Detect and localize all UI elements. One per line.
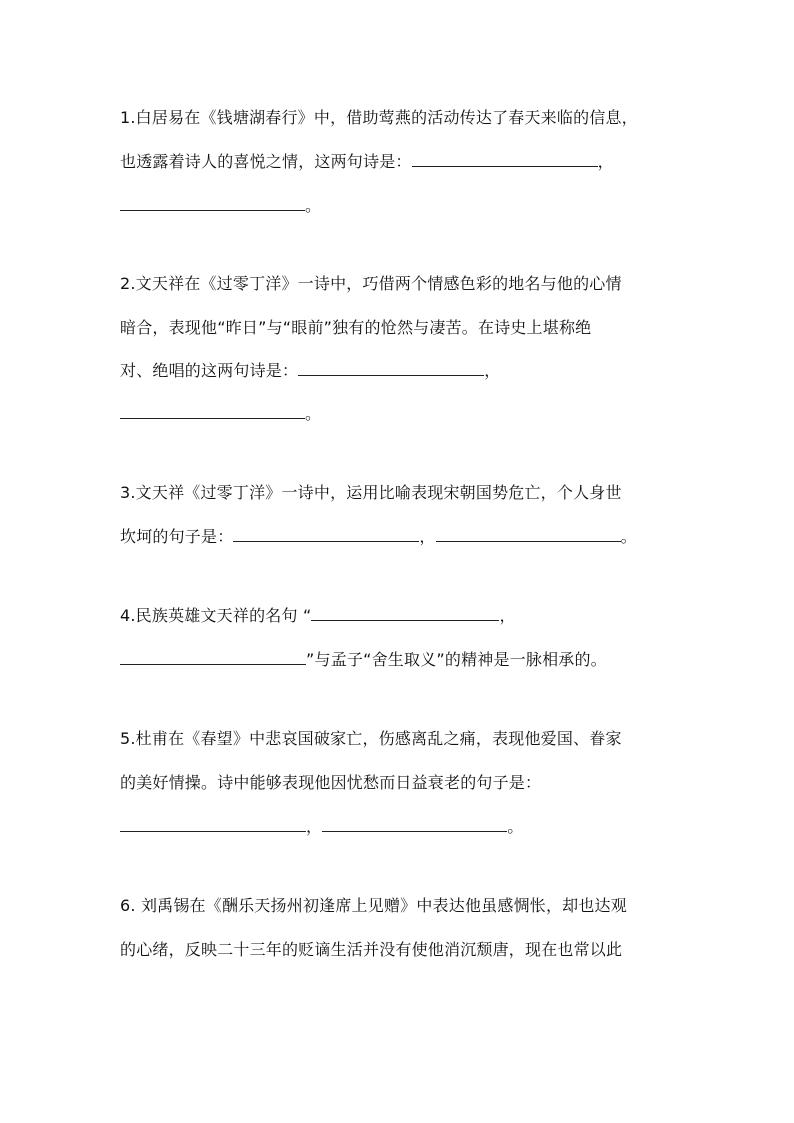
q3-comma: ， <box>419 527 436 546</box>
q5-comma: ， <box>306 817 323 836</box>
q5-text-1: 杜甫在《春望》中悲哀国破家亡，伤感离乱之痛，表现他爱国、眷家 <box>135 729 622 748</box>
q5-text-2: 的美好情操。诗中能够表现他因忧愁而日益衰老的句子是： <box>120 773 542 792</box>
q4-line-1 <box>120 606 516 626</box>
q1-period: 。 <box>305 196 322 215</box>
q4-text-1: 民族英雄文天祥的名句 “ <box>135 606 312 625</box>
q4-blank-2[interactable] <box>120 650 306 665</box>
q4-number: 4. <box>120 606 136 625</box>
q2-line-4 <box>120 404 321 424</box>
q6-line-2 <box>120 940 622 960</box>
q4-text-2: ”与孟子“舍生取义”的精神是一脉相承的。 <box>306 650 607 669</box>
q5-line-3 <box>120 817 523 837</box>
q2-line-3 <box>120 361 500 381</box>
q2-blank-2[interactable] <box>120 404 305 419</box>
q3-line-2 <box>120 527 637 547</box>
q2-comma: ， <box>484 361 501 380</box>
q2-number: 2. <box>120 274 136 293</box>
q1-line-2 <box>120 152 614 172</box>
q3-period: 。 <box>620 527 637 546</box>
q3-blank-2[interactable] <box>436 527 621 542</box>
q1-blank-1[interactable] <box>412 152 598 167</box>
q6-text-1: 刘禹锡在《酬乐天扬州初逢席上见赠》中表达他虽感惆怅，却也达观 <box>135 896 627 915</box>
q5-period: 。 <box>507 817 524 836</box>
q4-line-2 <box>120 650 607 670</box>
q6-number: 6. <box>120 896 136 915</box>
q1-line-1 <box>120 108 638 128</box>
q3-line-1 <box>120 483 622 503</box>
q1-line-3 <box>120 196 321 216</box>
q2-line-2 <box>120 318 591 338</box>
q1-number: 1. <box>120 108 136 127</box>
q1-comma: ， <box>597 152 614 171</box>
q6-text-2: 的心绪，反映二十三年的贬谪生活并没有使他消沉颓唐，现在也常以此 <box>120 940 623 959</box>
q5-blank-2[interactable] <box>322 817 507 832</box>
q2-text-2: 暗合，表现他“昨日”与“眼前”独有的怆然与凄苦。在诗史上堪称绝 <box>120 318 592 337</box>
q5-number: 5. <box>120 729 136 748</box>
q6-line-1 <box>120 896 627 916</box>
q3-blank-1[interactable] <box>233 527 419 542</box>
q4-comma: ， <box>499 606 516 625</box>
q3-text-2: 坎坷的句子是： <box>120 527 234 546</box>
q1-blank-2[interactable] <box>120 196 305 211</box>
q3-number: 3. <box>120 483 136 502</box>
q3-text-1: 文天祥《过零丁洋》一诗中，运用比喻表现宋朝国势危亡，个人身世 <box>135 483 622 502</box>
q5-blank-1[interactable] <box>120 817 306 832</box>
q5-line-2 <box>120 773 541 793</box>
q2-line-1 <box>120 274 622 294</box>
q1-text-2: 也透露着诗人的喜悦之情，这两句诗是： <box>120 152 412 171</box>
q2-text-3: 对、绝唱的这两句诗是： <box>120 361 299 380</box>
q2-text-1: 文天祥在《过零丁洋》一诗中，巧借两个情感色彩的地名与他的心情 <box>135 274 622 293</box>
q2-period: 。 <box>305 404 322 423</box>
q1-text-1: 白居易在《钱塘湖春行》中，借助莺燕的活动传达了春天来临的信息， <box>135 108 638 127</box>
q5-line-1 <box>120 729 622 749</box>
q2-blank-1[interactable] <box>298 361 484 376</box>
q4-blank-1[interactable] <box>311 606 499 621</box>
